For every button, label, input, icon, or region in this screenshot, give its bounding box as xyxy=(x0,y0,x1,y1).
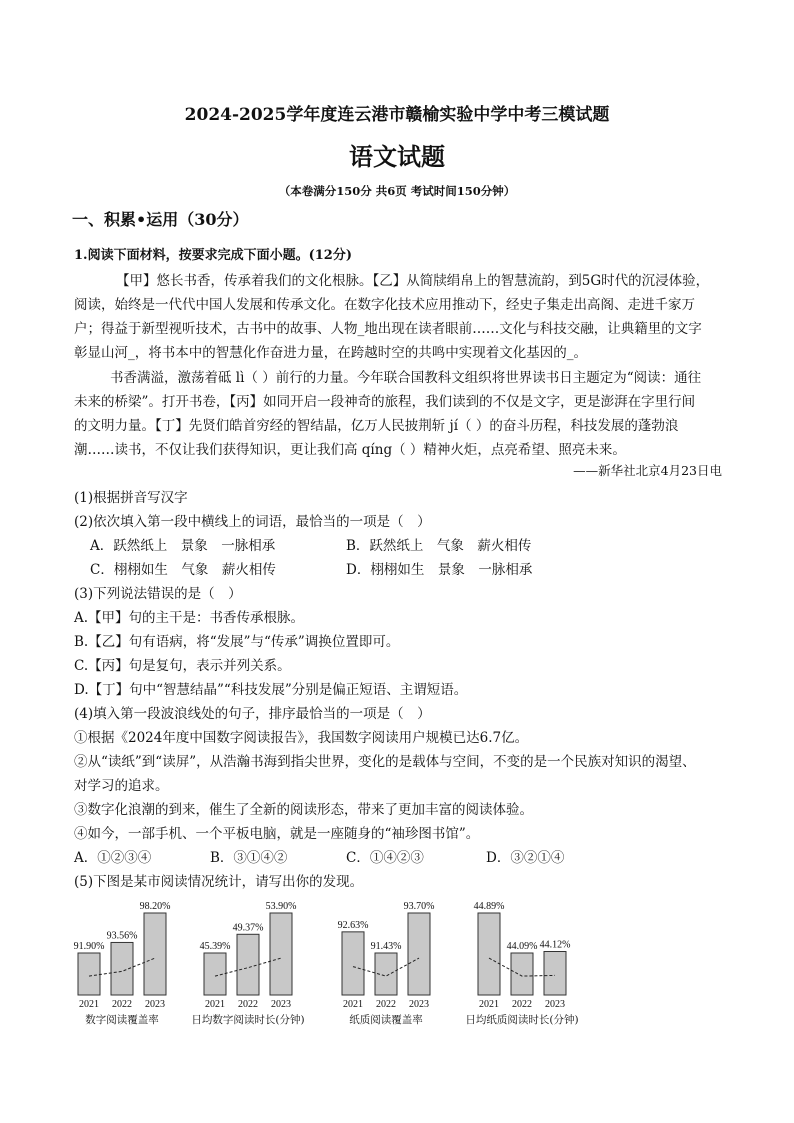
option-item: D.【丁】句中“智慧结晶”“科技发展”分别是偏正短语、主谓短语。 xyxy=(74,682,468,698)
question-1-heading: 1.阅读下面材料，按要求完成下面小题。(12分) xyxy=(74,248,352,263)
x-tick-label: 2021 xyxy=(79,999,99,1010)
bar-value-label: 92.63% xyxy=(337,919,369,931)
option-item: D．③②①④ xyxy=(486,850,565,866)
question-item: (5)下图是某市阅读情况统计，请写出你的发现。 xyxy=(74,874,364,890)
chart-bar xyxy=(478,913,500,995)
x-tick-label: 2023 xyxy=(145,999,165,1010)
question-item: (2)依次填入第一段中横线上的词语，最恰当的一项是（ ） xyxy=(74,514,431,530)
option-item: A.【甲】句的主干是：书香传承根脉。 xyxy=(74,610,305,626)
bar-value-label: 91.43% xyxy=(370,941,402,952)
chart-bar xyxy=(78,953,100,995)
bar-value-label: 49.37% xyxy=(232,922,264,934)
option-item: C.【丙】句是复句，表示并列关系。 xyxy=(74,658,291,674)
question-item: (1)根据拼音写汉字 xyxy=(74,490,188,506)
x-tick-label: 2022 xyxy=(512,999,532,1010)
section-heading: 一、积累•运用（30分） xyxy=(72,210,249,229)
x-tick-label: 2021 xyxy=(343,999,363,1010)
chart-bar xyxy=(237,934,259,995)
x-tick-label: 2021 xyxy=(205,999,225,1010)
paragraph-line: 潮……读书，不仅让我们获得知识，更让我们高 qíng（ ）精神火炬，点亮希望、照亮未来。 xyxy=(74,442,626,458)
option-item: C．栩栩如生 气象 薪火相传 xyxy=(90,562,276,578)
chart-bar xyxy=(544,952,566,996)
question-item: (4)填入第一段波浪线处的句子，排序最恰当的一项是（ ） xyxy=(74,706,431,722)
paragraph-line: 阅读，始终是一代代中国人发展和传承文化。在数字化技术应用推动下，经史子集走出高阁、走进千家万 xyxy=(74,297,695,313)
option-item: B．跃然纸上 气象 薪火相传 xyxy=(346,538,532,554)
bar-value-label: 44.12% xyxy=(539,939,571,951)
bar-value-label: 93.70% xyxy=(403,901,435,912)
chart-bar xyxy=(270,913,292,995)
option-item: A．①②③④ xyxy=(74,850,152,866)
bar-value-label: 93.56% xyxy=(106,930,138,942)
chart-bar xyxy=(144,913,166,995)
paragraph-line: 书香满溢，激荡着砥 lì（ ）前行的力量。今年联合国教科文组织将世界读书日主题定为“阅读：通往 xyxy=(110,370,702,386)
chart-bar xyxy=(408,913,430,995)
x-tick-label: 2023 xyxy=(545,999,565,1010)
reading-stats-charts xyxy=(64,895,604,1035)
chart-title: 日均数字阅读时长(分钟) xyxy=(191,1014,305,1026)
chart-title: 日均纸质阅读时长(分钟) xyxy=(465,1014,579,1026)
chart-title: 纸质阅读覆盖率 xyxy=(349,1014,423,1026)
exam-title: 2024-2025学年度连云港市赣榆实验中学中考三模试题 xyxy=(184,105,610,125)
option-item: A．跃然纸上 景象 一脉相承 xyxy=(90,538,276,554)
bar-value-label: 91.90% xyxy=(73,941,105,952)
source-line: ——新华社北京4月23日电 xyxy=(573,463,722,478)
question-item: (3)下列说法错误的是（ ） xyxy=(74,586,242,602)
bar-value-label: 53.90% xyxy=(265,901,297,912)
paragraph-line: 户；得益于新型视听技术，古书中的故事、人物_地出现在读者眼前……文化与科技交融，让典籍里的文字 xyxy=(74,321,702,337)
option-item: D．栩栩如生 景象 一脉相承 xyxy=(346,562,533,578)
bar-value-label: 45.39% xyxy=(199,941,231,952)
bar-value-label: 44.89% xyxy=(473,901,505,912)
option-item: B．③①④② xyxy=(210,850,288,866)
paragraph-line: 彰显山河_，将书本中的智慧化作奋进力量，在跨越时空的共鸣中实现着文化基因的_。 xyxy=(74,345,587,361)
x-tick-label: 2023 xyxy=(409,999,429,1010)
x-tick-label: 2022 xyxy=(112,999,132,1010)
sentence-item: ②从“读纸”到“读屏”，从浩瀚书海到指尖世界，变化的是载体与空间，不变的是一个民族对知识的渴望、 xyxy=(74,754,696,770)
x-tick-label: 2021 xyxy=(479,999,499,1010)
sentence-item: 对学习的追求。 xyxy=(74,778,169,794)
chart-bar xyxy=(511,953,533,995)
option-item: C．①④②③ xyxy=(346,850,424,866)
x-tick-label: 2022 xyxy=(238,999,258,1010)
subject-title: 语文试题 xyxy=(349,142,445,171)
chart-title: 数字阅读覆盖率 xyxy=(85,1014,159,1026)
bar-value-label: 98.20% xyxy=(139,901,171,912)
sentence-item: ④如今，一部手机、一个平板电脑，就是一座随身的“袖珍图书馆”。 xyxy=(74,826,480,842)
sentence-item: ③数字化浪潮的到来，催生了全新的阅读形态，带来了更加丰富的阅读体验。 xyxy=(74,802,533,818)
paragraph-line: 的文明力量。【丁】先贤们皓首穷经的智结晶，亿万人民披荆斩 jí（ ）的奋斗历程，科技发展的蓬勃浪 xyxy=(74,418,679,434)
paragraph-line: 未来的桥梁”。打开书卷，【丙】如同开启一段神奇的旅程，我们读到的不仅是文字，更是澎湃在字里行间 xyxy=(74,394,696,410)
option-item: B.【乙】句有语病，将“发展”与“传承”调换位置即可。 xyxy=(74,634,400,650)
chart-bar xyxy=(342,932,364,995)
sentence-item: ①根据《2024年度中国数字阅读报告》，我国数字阅读用户规模已达6.7亿。 xyxy=(74,730,529,746)
x-tick-label: 2023 xyxy=(271,999,291,1010)
paragraph-line: 【甲】悠长书香，传承着我们的文化根脉。【乙】从简牍绢帛上的智慧流韵，到5G时代的沉浸体验， xyxy=(116,273,710,289)
x-tick-label: 2022 xyxy=(376,999,396,1010)
bar-value-label: 44.09% xyxy=(506,941,538,952)
exam-note: （本卷满分150分 共6页 考试时间150分钟） xyxy=(278,184,516,198)
